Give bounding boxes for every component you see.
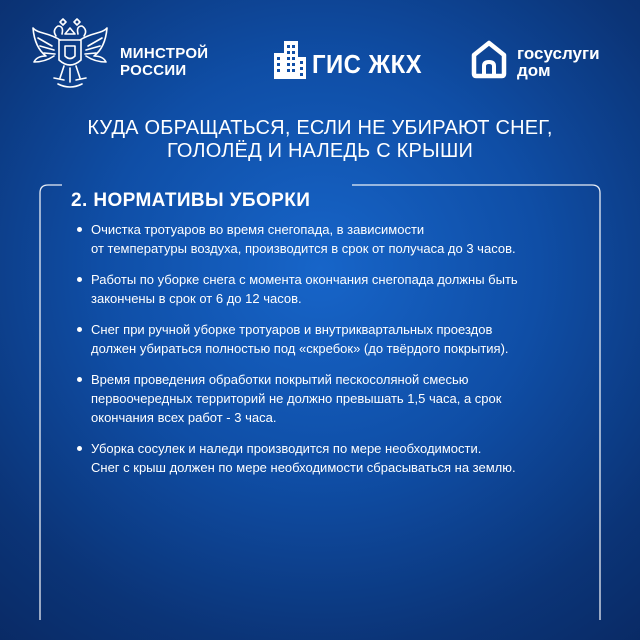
coat-of-arms-emblem-icon [30,16,110,92]
gis-zhkh-text: ГИС ЖКХ [312,49,423,79]
gis-zhkh-logo [272,41,422,81]
gis-zhkh-building-icon [272,41,308,79]
ministry-name-line2: РОССИИ [120,62,187,79]
page-title [0,117,640,163]
list-item-line: должен убираться полностью под «скребок» (до твёрдого покрытия). [91,341,509,356]
ministry-logo-text [120,45,240,79]
page-title-line1: КУДА ОБРАЩАТЬСЯ, ЕСЛИ НЕ УБИРАЮТ СНЕГ, [87,117,553,140]
list-item-line: от температуры воздуха, производится в срок от получаса до 3 часов. [91,241,516,256]
gosuslugi-house-icon [469,38,509,80]
list-item [76,439,596,477]
page-title-line2: ГОЛОЛЁД И НАЛЕДЬ С КРЫШИ [166,140,474,163]
list-item-line: первоочередных территорий не должно превышать 1,5 часа, а срок [91,391,502,406]
list-item-line: окончания всех работ - 3 часа. [91,410,277,425]
gosuslugi-name: госуслуги [517,44,600,63]
list-item-line: Работы по уборке снега с момента окончания снегопада должны быть [91,272,518,287]
list-item [76,370,596,427]
list-item [76,220,596,258]
gosuslugi-dom-logo [469,38,619,82]
list-item-line: Снег при ручной уборке тротуаров и внутриквартальных проездов [91,322,493,337]
list-item-line: Снег с крыш должен по мере необходимости сбрасываться на землю. [91,460,516,475]
gosuslugi-dom-word: дом [517,61,551,80]
ministry-name-line1: МИНСТРОЙ [120,45,209,62]
list-item [76,270,596,308]
section-heading: 2. НОРМАТИВЫ УБОРКИ [71,189,311,211]
gosuslugi-dom-text [517,45,600,79]
bullet-list [76,220,596,489]
header [0,0,640,100]
list-item-line: Очистка тротуаров во время снегопада, в зависимости [91,222,425,237]
list-item-line: Время проведения обработки покрытий пескосоляной смесью [91,372,469,387]
list-item-line: Уборка сосулек и наледи производится по мере необходимости. [91,441,482,456]
list-item-line: закончены в срок от 6 до 12 часов. [91,291,302,306]
list-item [76,320,596,358]
